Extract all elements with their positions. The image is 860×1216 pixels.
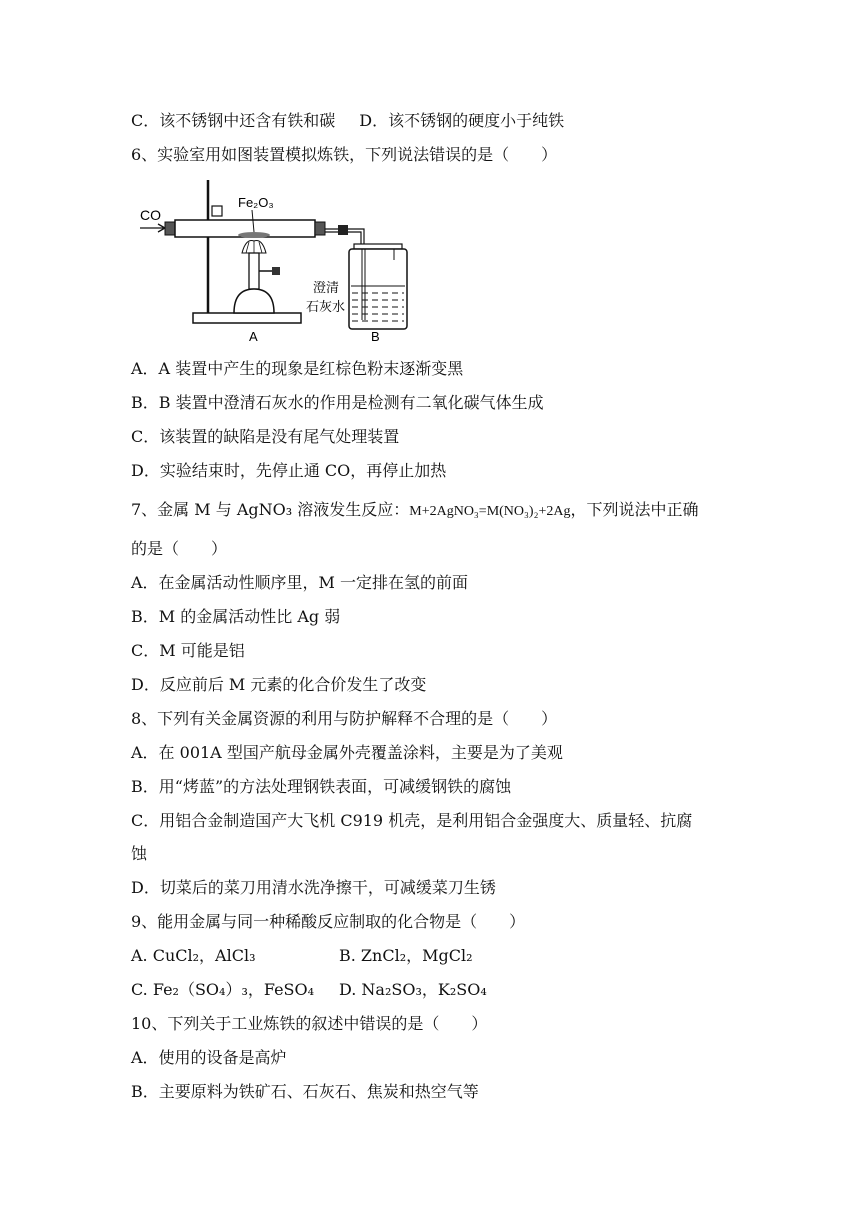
- co-label: CO: [140, 207, 161, 223]
- q7-stem-part1: 7、金属 M 与 AgNO₃ 溶液发生反应：: [131, 500, 410, 519]
- apparatus-a-label: A: [249, 329, 258, 344]
- apparatus-b-label: B: [371, 329, 380, 344]
- co-inlet-arrow: [140, 224, 165, 232]
- q8-option-d: D．切菜后的菜刀用清水洗净擦干，可减缓菜刀生锈: [131, 878, 496, 897]
- q6-option-c: C．该装置的缺陷是没有尾气处理装置: [131, 427, 400, 446]
- q7-option-c: C．M 可能是铝: [131, 641, 245, 660]
- stand-base: [193, 313, 301, 323]
- fe2o3-powder: [238, 232, 270, 238]
- alcohol-burner: [234, 289, 274, 313]
- q7-stem-continued: 的是（ ）: [131, 539, 228, 558]
- tube-connector: [338, 225, 348, 235]
- q7-stem: [131, 499, 698, 523]
- q9-option-a: A. CuCl₂，AlCl₃: [131, 946, 256, 965]
- q5-option-c: C．该不锈钢中还含有铁和碳: [131, 111, 336, 130]
- q7-option-d: D．反应前后 M 元素的化合价发生了改变: [131, 675, 427, 694]
- q8-option-c-line2: 蚀: [131, 844, 148, 863]
- right-stopper: [315, 222, 325, 235]
- q9-options-row2: [131, 979, 487, 1001]
- limewater-label-line2: 石灰水: [306, 299, 346, 314]
- q5-options-row: [131, 110, 564, 132]
- q8-option-c-line1: C．用铝合金制造国产大飞机 C919 机壳，是利用铝合金强度大、质量轻、抗腐: [131, 811, 693, 830]
- q7-reaction-formula: M+2AgNO₃=M(NO₃)₂+2Ag: [409, 504, 571, 519]
- q7-option-a: A．在金属活动性顺序里，M 一定排在氢的前面: [131, 573, 469, 592]
- left-stopper: [165, 222, 175, 235]
- q7-option-b: B．M 的金属活动性比 Ag 弱: [131, 607, 341, 626]
- burner-chimney: [249, 253, 259, 289]
- q9-option-c: C. Fe₂（SO₄）₃，FeSO₄: [131, 980, 315, 999]
- fe2o3-label: Fe₂O₃: [238, 195, 274, 210]
- q8-option-b: B．用“烤蓝”的方法处理钢铁表面，可减缓钢铁的腐蚀: [131, 777, 512, 796]
- q10-stem: 10、下列关于工业炼铁的叙述中错误的是（ ）: [131, 1014, 488, 1033]
- clamp-screw: [212, 206, 222, 216]
- q9-options-row1: [131, 945, 473, 967]
- q6-option-b: B．B 装置中澄清石灰水的作用是检测有二氧化碳气体生成: [131, 393, 544, 412]
- gas-washing-bottle: [349, 249, 407, 329]
- q10-option-a: A．使用的设备是高炉: [131, 1048, 287, 1067]
- q9-option-b: B. ZnCl₂，MgCl₂: [339, 946, 473, 965]
- q7-stem-part2: ，下列说法中正确: [570, 500, 699, 519]
- q6-option-d: D．实验结束时，先停止通 CO，再停止加热: [131, 461, 447, 480]
- q6-option-a: A．A 装置中产生的现象是红棕色粉末逐渐变黑: [131, 359, 464, 378]
- q6-stem: 6、实验室用如图装置模拟炼铁，下列说法错误的是（ ）: [131, 145, 558, 164]
- burner-valve-knob: [272, 267, 280, 275]
- q9-option-d: D. Na₂SO₃，K₂SO₄: [339, 980, 487, 999]
- q9-stem: 9、能用金属与同一种稀酸反应制取的化合物是（ ）: [131, 912, 526, 931]
- q10-option-b: B．主要原料为铁矿石、石灰石、焦炭和热空气等: [131, 1082, 479, 1101]
- q5-option-d: D．该不锈钢的硬度小于纯铁: [359, 111, 565, 130]
- q8-stem: 8、下列有关金属资源的利用与防护解释不合理的是（ ）: [131, 709, 558, 728]
- iron-smelting-apparatus-figure: [138, 180, 413, 346]
- limewater-label-line1: 澄清: [313, 280, 340, 295]
- q8-option-a: A．在 001A 型国产航母金属外壳覆盖涂料，主要是为了美观: [131, 743, 563, 762]
